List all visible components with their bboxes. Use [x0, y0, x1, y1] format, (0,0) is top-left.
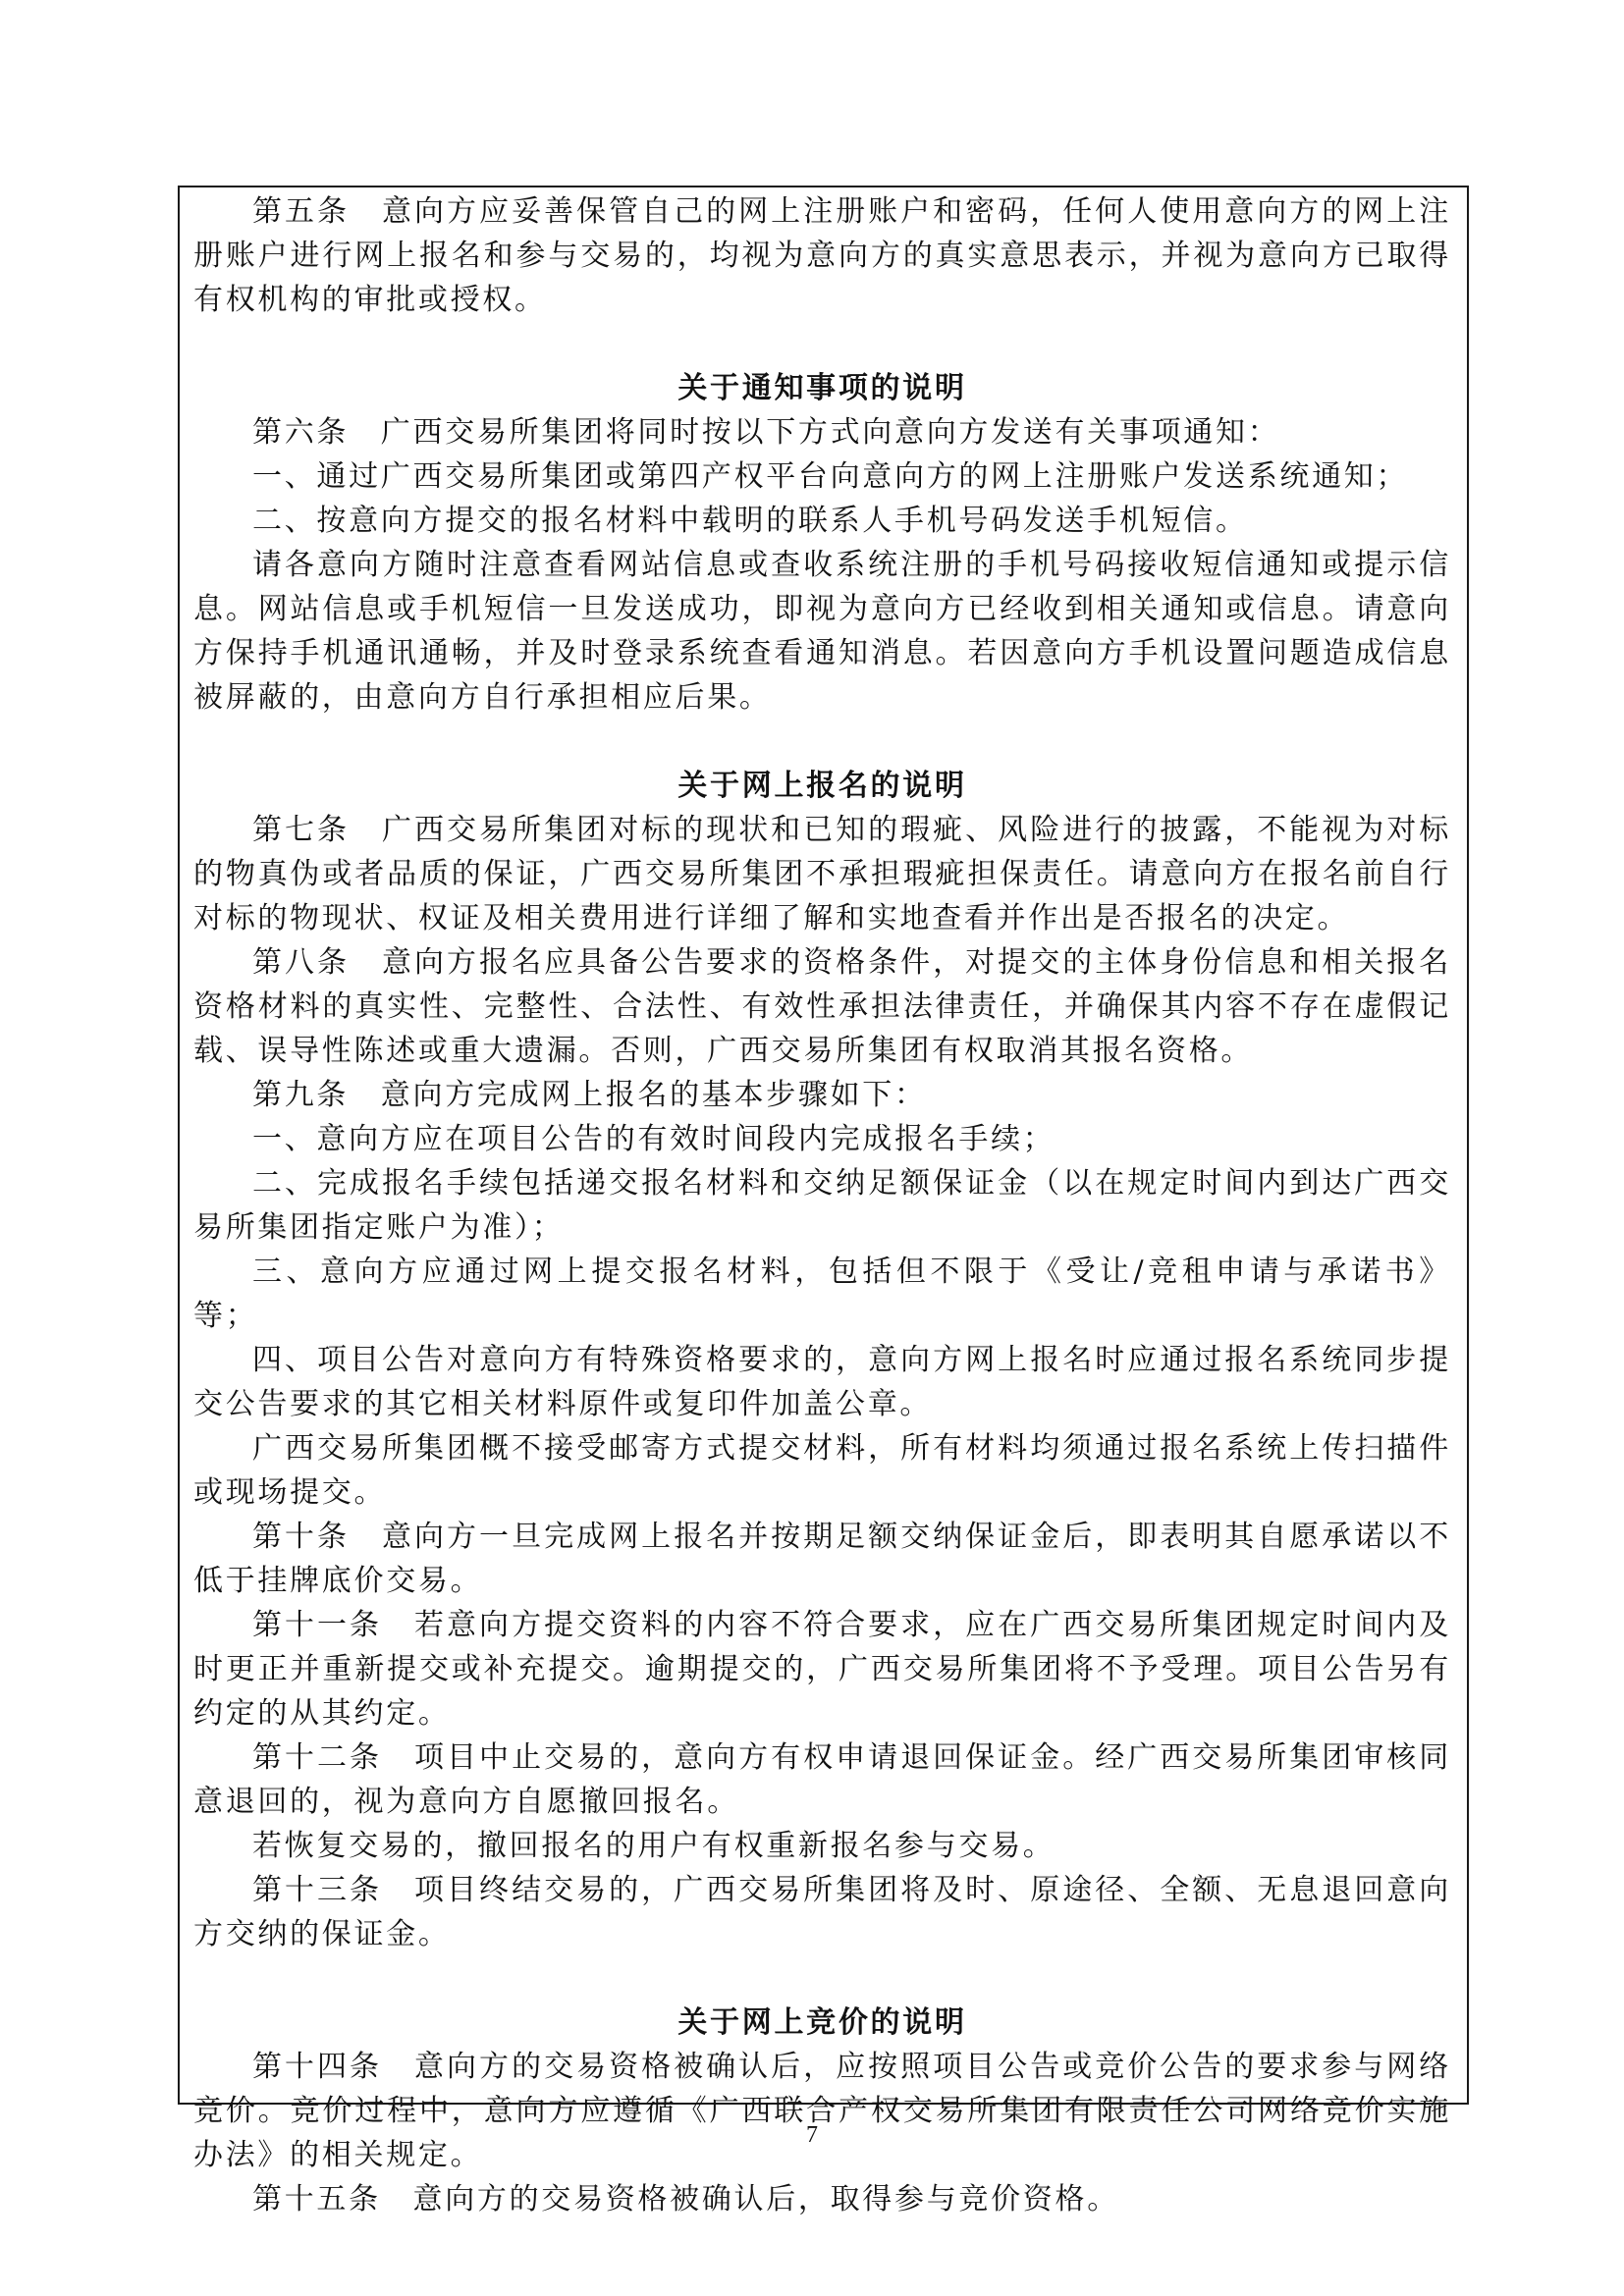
section-heading-online-bidding: 关于网上竞价的说明 — [677, 2005, 967, 2040]
article-6-item-1: 一、通过广西交易所集团或第四产权平台向意向方的网上注册账户发送系统通知； — [252, 459, 1409, 494]
article-10: 第十条 意向方一旦完成网上报名并按期足额交纳保证金后，即表明其自愿承诺以不低于挂牌底价交易。 — [193, 1520, 1451, 1598]
article-5: 第五条 意向方应妥善保管自己的网上注册账户和密码，任何人使用意向方的网上注册账户进行网上报名和参与交易的，均视为意向方的真实意思表示，并视为意向方已取得有权机构的审批或授权。 — [193, 194, 1451, 317]
article-12: 第十二条 项目中止交易的，意向方有权申请退回保证金。经广西交易所集团审核同意退回的，视为意向方自愿撤回报名。 — [193, 1740, 1451, 1819]
page-number: 7 — [806, 2122, 818, 2148]
article-6-item-2: 二、按意向方提交的报名材料中载明的联系人手机号码发送手机短信。 — [252, 504, 1248, 538]
article-14: 第十四条 意向方的交易资格被确认后，应按照项目公告或竞价公告的要求参与网络竞价。竞价过程中，意向方应遵循《广西联合产权交易所集团有限责任公司网络竞价实施办法》的相关规定。 — [193, 2050, 1451, 2172]
resume-trading-paragraph: 若恢复交易的，撤回报名的用户有权重新报名参与交易。 — [252, 1829, 1056, 1863]
submission-paragraph: 广西交易所集团概不接受邮寄方式提交材料，所有材料均须通过报名系统上传扫描件或现场提交。 — [193, 1431, 1451, 1510]
section-gap — [193, 322, 1451, 366]
article-9-item-2: 二、完成报名手续包括递交报名材料和交纳足额保证金（以在规定时间内到达广西交易所集团指定账户为准）； — [193, 1166, 1451, 1245]
article-9-item-1: 一、意向方应在项目公告的有效时间段内完成报名手续； — [252, 1122, 1056, 1156]
article-15: 第十五条 意向方的交易资格被确认后，取得参与竞价资格。 — [252, 2182, 1119, 2216]
article-9: 第九条 意向方完成网上报名的基本步骤如下： — [252, 1078, 927, 1112]
article-11: 第十一条 若意向方提交资料的内容不符合要求，应在广西交易所集团规定时间内及时更正并重新提交或补充提交。逾期提交的，广西交易所集团将不予受理。项目公告另有约定的从其约定。 — [193, 1608, 1451, 1731]
section-gap — [193, 720, 1451, 764]
article-13: 第十三条 项目终结交易的，广西交易所集团将及时、原途径、全额、无息退回意向方交纳的保证金。 — [193, 1873, 1451, 1951]
article-6: 第六条 广西交易所集团将同时按以下方式向意向方发送有关事项通知： — [252, 415, 1280, 450]
article-8: 第八条 意向方报名应具备公告要求的资格条件，对提交的主体身份信息和相关报名资格材料的真实性、完整性、合法性、有效性承担法律责任，并确保其内容不存在虚假记载、误导性陈述或重大遗漏。否则，广西交易所集团有权取消其报名资格。 — [193, 945, 1451, 1068]
section-heading-notification: 关于通知事项的说明 — [677, 371, 967, 405]
document-frame — [178, 186, 1469, 2216]
article-9-item-3: 三、意向方应通过网上提交报名材料，包括但不限于《受让/竞租申请与承诺书》等； — [193, 1255, 1451, 1333]
article-7: 第七条 广西交易所集团对标的现状和已知的瑕疵、风险进行的披露，不能视为对标的物真伪或者品质的保证，广西交易所集团不承担瑕疵担保责任。请意向方在报名前自行对标的物现状、权证及相关费用进行详细了解和实地查看并作出是否报名的决定。 — [193, 813, 1451, 935]
article-9-item-4: 四、项目公告对意向方有特殊资格要求的，意向方网上报名时应通过报名系统同步提交公告要求的其它相关材料原件或复印件加盖公章。 — [193, 1343, 1451, 1421]
section-heading-online-registration: 关于网上报名的说明 — [677, 769, 967, 803]
section-gap — [193, 1956, 1451, 2001]
notification-paragraph: 请各意向方随时注意查看网站信息或查收系统注册的手机号码接收短信通知或提示信息。网站信息或手机短信一旦发送成功，即视为意向方已经收到相关通知或信息。请意向方保持手机通讯通畅，并及时登录系统查看通知消息。若因意向方手机设置问题造成信息被屏蔽的，由意向方自行承担相应后果。 — [193, 548, 1451, 715]
